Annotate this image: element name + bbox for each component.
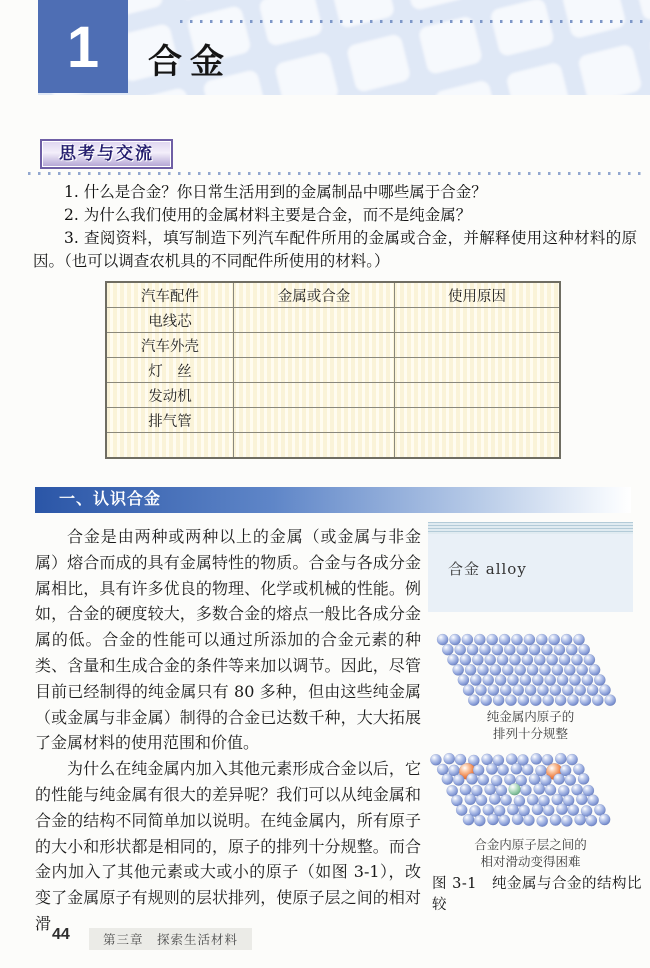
pure-metal-caption (428, 708, 633, 742)
dotted-separator (28, 172, 644, 175)
question-1: 1. 什么是合金？你日常生活用到的金属制品中哪些属于合金？ (64, 183, 487, 201)
metal-cell (234, 408, 395, 433)
alloy-caption (428, 836, 633, 870)
column-header-metal: 金属或合金 (234, 282, 395, 308)
caption-line: 排列十分规整 (492, 726, 568, 741)
metal-cell (234, 433, 395, 459)
unit-number: 1 (66, 15, 100, 80)
metal-cell (234, 333, 395, 358)
part-cell: 灯 丝 (106, 358, 234, 383)
paragraph-1: 合金是由两种或两种以上的金属（或金属与非金属）熔合而成的具有金属特性的物质。合金与各成分金属相比，具有许多优良的物理、化学或机械的性能。例如，合金的硬度较大，多数合金的熔点一般比各成分金属的低。合金的性能可以通过所添加的合金元素的种类、含量和生成合金的条件等来加以调节。因此，尽管目前已经制得的纯金属只有 80 多种，但由这些纯金属（或金属与非金属）制得的合金已达数千种，大大拓展了金属材料的使用范围和价值。 (35, 527, 421, 753)
margin-term-box (428, 522, 633, 612)
table-row (106, 433, 560, 459)
reason-cell (395, 433, 561, 459)
pure-metal-atoms-diagram (430, 628, 626, 712)
column-header-reason: 使用原因 (395, 282, 561, 308)
reason-cell (395, 308, 561, 333)
figure-label: 图 3-1 纯金属与合金的结构比较 (432, 876, 642, 913)
activity-questions (33, 181, 637, 273)
table-row (106, 408, 560, 433)
term-box-stripe-bar (428, 522, 633, 534)
reason-cell (395, 383, 561, 408)
unit-title: 合金 (148, 43, 232, 81)
part-cell: 发动机 (106, 383, 234, 408)
table-row (106, 383, 560, 408)
reason-cell (395, 358, 561, 383)
caption-line: 合金内原子层之间的 (474, 837, 587, 852)
page-number: 44 (52, 926, 70, 943)
reason-cell (395, 333, 561, 358)
table-row (106, 333, 560, 358)
part-cell: 电线芯 (106, 308, 234, 333)
paragraph-2: 为什么在纯金属内加入其他元素形成合金以后，它的性能与纯金属有很大的差异呢？我们可以从纯金属和合金的结构不同简单加以说明。在纯金属内，所有原子的大小和形状都是相同的，原子的排列十分规整。而合金内加入了其他元素或大或小的原子（如图 3-1），改变了金属原子有规则的层状排列，使原子层之间的相对滑 (35, 759, 421, 933)
keyboard-background-image (38, 0, 650, 95)
metal-cell (234, 308, 395, 333)
table-row (106, 358, 560, 383)
caption-line: 纯金属内原子的 (486, 709, 575, 724)
section-header: 一、认识合金 (35, 487, 631, 513)
alloy-atoms-diagram (426, 748, 628, 834)
banner-dotted-line (180, 20, 650, 23)
chapter-banner (38, 0, 650, 95)
metal-cell (234, 358, 395, 383)
reason-cell (395, 408, 561, 433)
caption-line: 相对滑动变得困难 (480, 854, 581, 869)
term-label: 合金 alloy (448, 560, 527, 578)
column-header-part: 汽车配件 (106, 282, 234, 308)
part-cell: 汽车外壳 (106, 333, 234, 358)
question-2: 2. 为什么我们使用的金属材料主要是合金，而不是纯金属？ (64, 206, 472, 224)
part-cell (106, 433, 234, 459)
unit-number-box (38, 0, 128, 93)
table-row (106, 308, 560, 333)
table-header-row (106, 282, 560, 308)
auto-parts-table (105, 281, 561, 459)
metal-cell (234, 383, 395, 408)
question-3: 3. 查阅资料，填写制造下列汽车配件所用的金属或合金，并解释使用这种材料的原因。（也可以调查农机具的不同配件所使用的材料。） (33, 229, 637, 270)
part-cell: 排气管 (106, 408, 234, 433)
body-text (35, 524, 421, 937)
chapter-footer: 第三章 探索生活材料 (89, 928, 252, 950)
activity-badge: 思考与交流 (40, 139, 173, 169)
